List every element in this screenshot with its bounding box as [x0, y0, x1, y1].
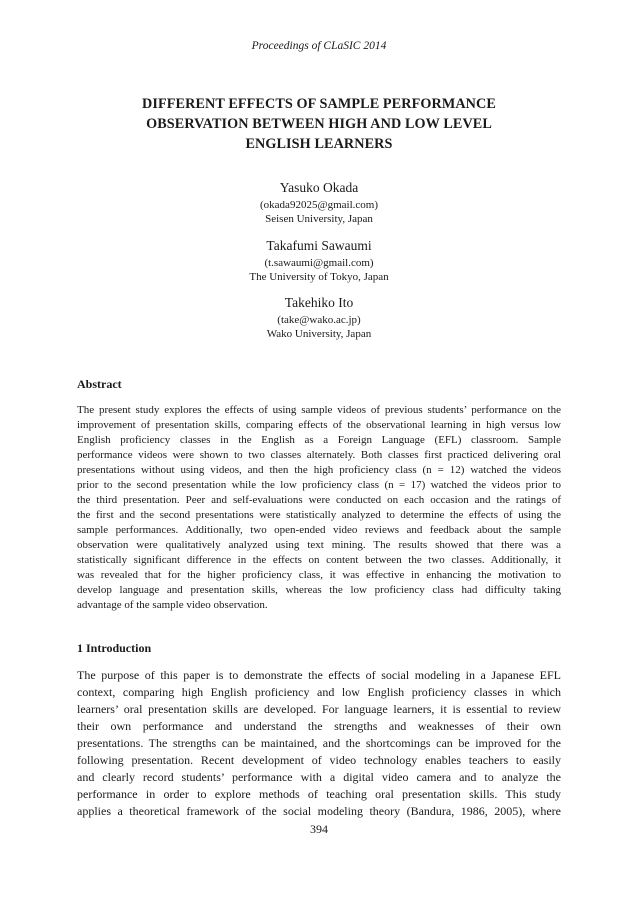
abstract-line: observation were qualitatively analyzed using text mining. The results showed that there was a	[77, 539, 561, 551]
introduction-line: following presentation. Recent development of video technology enables teachers to easily	[77, 753, 561, 767]
paper-title-line-3: ENGLISH LEARNERS	[245, 136, 393, 152]
author-affiliation: The University of Tokyo, Japan	[249, 271, 389, 283]
abstract-line: the first and the second presentations were statistically analyzed to determine the effects of using the	[77, 509, 561, 521]
abstract-line: performance videos were shown to two classes alternately. Both classes first practiced delivering oral	[77, 449, 561, 461]
introduction-line: The purpose of this paper is to demonstrate the effects of social modeling in a Japanese EFL	[77, 668, 561, 682]
author-email: (t.sawaumi@gmail.com)	[264, 257, 374, 269]
abstract-line: develop language and presentation skills, whereas the low proficiency class had difficulty taking	[77, 584, 561, 596]
introduction-line: their own performance and understand the strengths and weaknesses of their own	[77, 719, 561, 733]
abstract-heading: Abstract	[77, 377, 122, 391]
abstract-line: prior to the second presentation while the low proficiency class (n = 17) watched the videos prior to	[77, 479, 561, 491]
author-name: Takehiko Ito	[284, 295, 354, 310]
author-name: Takafumi Sawaumi	[266, 238, 372, 253]
author-affiliation: Wako University, Japan	[266, 328, 372, 340]
introduction-line: presentations. The strengths can be maintained, and the shortcomings can be improved for the	[77, 736, 561, 750]
introduction-line: and clearly record students’ performance with a digital video camera and to analyze the	[77, 770, 561, 784]
author-affiliation: Seisen University, Japan	[265, 213, 373, 225]
abstract-line: advantage of the sample video observation.	[77, 599, 268, 611]
introduction-heading: 1 Introduction	[77, 641, 152, 655]
abstract-line: presentations without using videos, and then the high proficiency class (n = 12) watched the videos	[77, 464, 561, 476]
introduction-line: context, comparing high English proficiency and low English proficiency classes in which	[77, 685, 561, 699]
introduction-line: learners’ oral presentation skills are developed. For language learners, it is essential to review	[77, 702, 561, 716]
abstract-line: The present study explores the effects of using sample videos of previous students’ performance on the	[77, 404, 561, 416]
abstract-line: the third presentation. Peer and self-evaluations were conducted on each occasion and the ratings of	[77, 494, 561, 506]
paper-title-line-2: OBSERVATION BETWEEN HIGH AND LOW LEVEL	[146, 116, 492, 132]
author-email: (okada92025@gmail.com)	[260, 199, 378, 211]
author-email: (take@wako.ac.jp)	[277, 314, 361, 326]
author-name: Yasuko Okada	[279, 180, 359, 195]
paper-title-line-1: DIFFERENT EFFECTS OF SAMPLE PERFORMANCE	[142, 96, 496, 112]
abstract-line: statistically significant difference in the effects on content between the two classes. Additionally, it	[77, 554, 561, 566]
abstract-line: sample performances. Additionally, two open-ended video reviews and feedback about the sample	[77, 524, 561, 536]
introduction-line: performance in order to explore methods of teaching oral presentation skills. This study	[77, 787, 561, 801]
running-head: Proceedings of CLaSIC 2014	[251, 40, 387, 52]
abstract-line: was revealed that for the higher proficiency class, it was effective in enhancing the motivation to	[77, 569, 561, 581]
introduction-line: applies a theoretical framework of the social modeling theory (Bandura, 1986, 2005), where	[77, 804, 561, 818]
abstract-line: English proficiency classes in the English as a Foreign Language (EFL) classroom. Sample	[77, 434, 561, 446]
abstract-line: improvement of presentation skills, comparing effects of the observational learning in high versus low	[77, 419, 561, 431]
page-number: 394	[310, 822, 328, 836]
